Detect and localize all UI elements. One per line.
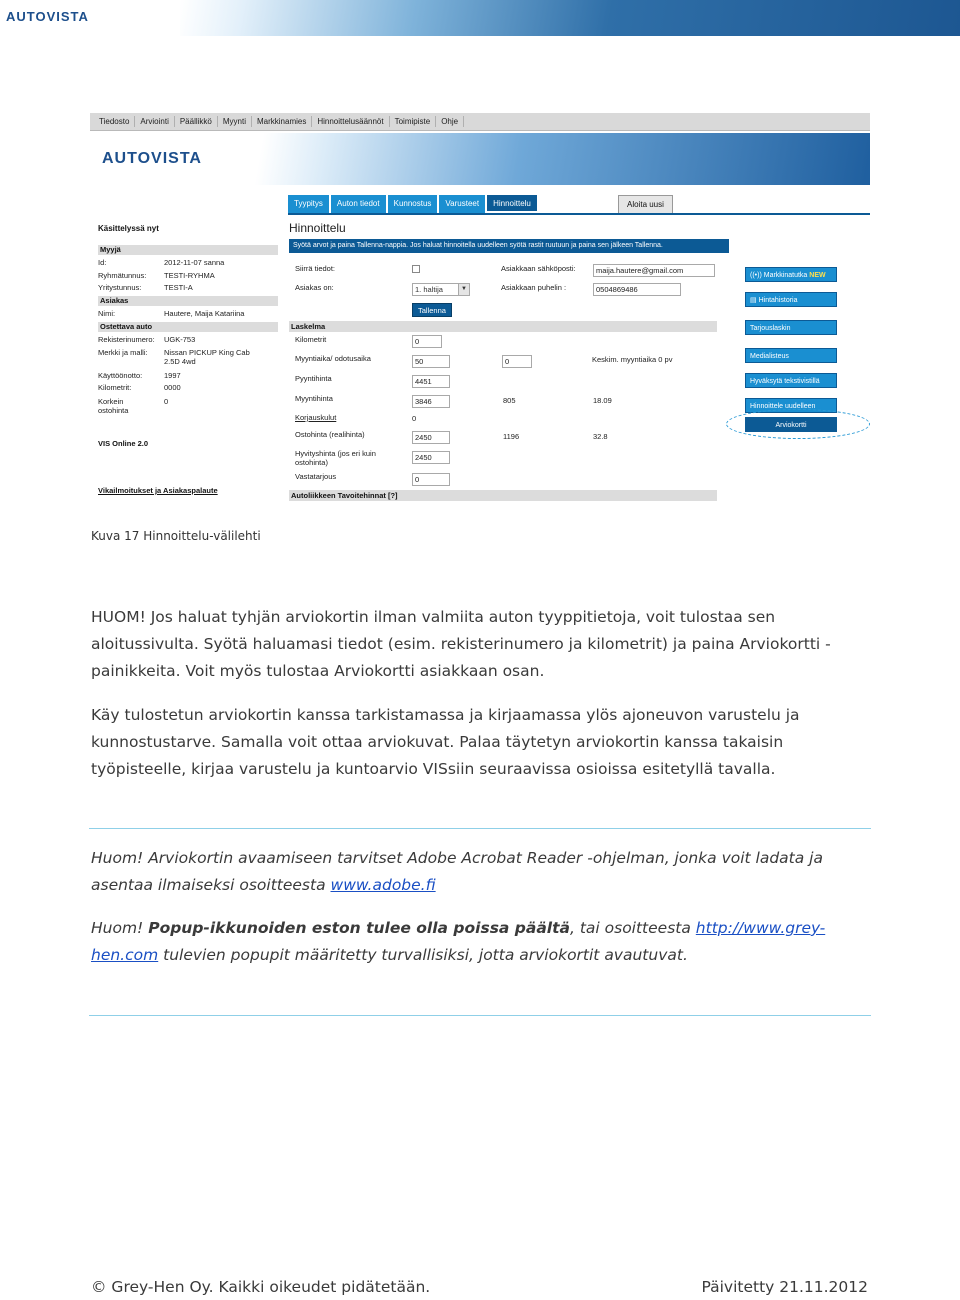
sidebar-row-km: Kilometrit: 0000 [98, 383, 181, 392]
paragraph-2: Käy tulostetun arviokortin kanssa tarkistamassa ja kirjaamassa ylös ajoneuvon varustelu ja kunnostustarve. Samalla voit ottaa arviokuvat. Palaa täytetyn arviokortin kanssa takaisin työpisteelle, kirjaa varustelu ja kuntoarvio VISsiin seuraavissa osioissa esitetyllä tavalla. [91, 706, 800, 778]
vastatarjous-field[interactable]: 0 [412, 473, 450, 486]
menu-item-markkinamies[interactable]: Markkinamies [252, 116, 312, 127]
siirra-label: Siirrä tiedot: [295, 264, 336, 273]
highlight-ring [726, 409, 870, 439]
hyvityshinta-label: Hyvityshinta (jos eri kuin ostohinta) [295, 449, 376, 467]
menu-item-myynti[interactable]: Myynti [218, 116, 252, 127]
paragraph-1: HUOM! Jos haluat tyhjän arviokortin ilman valmiita auton tyyppitietoja, voit tulostaa sen aloitussivulta. Syötä haluamasi tiedot (esim. rekisterinumero ja kilometrit) ja paina Arviokortti - painikkeita. Voit myös tulostaa Arviokortti asiakkaan osan. [91, 608, 831, 680]
tab-bar [288, 195, 539, 213]
ostohinta-label: Ostohinta (realihinta) [295, 430, 365, 439]
vastatarjous-label: Vastatarjous [295, 472, 337, 481]
korjauskulut-link[interactable]: Korjauskulut [295, 413, 337, 422]
sidebar-row-nimi: Nimi: Hautere, Maija Katariina [98, 309, 245, 318]
grey-hen-link[interactable]: http://www.grey-hen.com [91, 919, 826, 964]
new-badge: NEW [809, 272, 826, 279]
korjauskulut-value: 0 [412, 414, 417, 423]
phone-label: Asiakkaan puhelin : [501, 283, 567, 292]
sidebar-row-rekno: Rekisterinumero: UGK-753 [98, 335, 196, 344]
siirra-checkbox[interactable] [412, 265, 420, 273]
sidebar-version: VIS Online 2.0 [98, 439, 149, 448]
hyvityshinta-field[interactable]: 2450 [412, 451, 450, 464]
footer-updated: Päivitetty 21.11.2012 [701, 1278, 868, 1296]
tab-tyypitys[interactable]: Tyypitys [288, 195, 329, 213]
ostohinta-diff: 1196 [503, 432, 520, 441]
adobe-link[interactable]: www.adobe.fi [330, 876, 436, 894]
chevron-down-icon: ▼ [458, 284, 469, 295]
menu-item-arviointi[interactable]: Arviointi [135, 116, 174, 127]
tarjouslaskin-button[interactable]: Tarjouslaskin [745, 320, 837, 335]
tab-hinnoittelu[interactable]: Hinnoittelu [487, 195, 537, 213]
myyntiaika-field[interactable]: 50 [412, 355, 450, 368]
ostohinta-percent: 32.8 [593, 432, 608, 441]
pyyntihinta-field[interactable]: 4451 [412, 375, 450, 388]
app-screenshot [90, 113, 870, 508]
signal-icon: ((•)) [750, 272, 762, 279]
document-header [0, 0, 960, 36]
menu-item-tiedosto[interactable]: Tiedosto [94, 116, 135, 127]
menu-item-toimipiste[interactable]: Toimipiste [390, 116, 437, 127]
instruction-bar: Syötä arvot ja paina Tallenna-nappia. Jos haluat hinnoitella uudelleen syötä rastit ruutuun ja paina sen jälkeen Tallenna. [289, 239, 729, 253]
menu-item-paallikko[interactable]: Päällikkö [175, 116, 218, 127]
figure-caption: Kuva 17 Hinnoittelu-välilehti [91, 529, 261, 543]
sidebar-row-merkki: Merkki ja malli: Nissan PICKUP King Cab 2.5D 4wd [98, 348, 250, 366]
divider-bottom [89, 1015, 871, 1016]
note-adobe: Huom! Arviokortin avaamiseen tarvitset Adobe Acrobat Reader -ohjelman, jonka voit ladata ja asentaa ilmaiseksi osoitteesta www.adobe.fi [91, 849, 823, 894]
markkinatutka-button[interactable]: ((•)) Markkinatutka NEW [745, 267, 837, 282]
laskelma-header: Laskelma [289, 321, 717, 332]
menu-item-hinnoittelusaannot[interactable]: Hinnoittelusäännöt [312, 116, 389, 127]
myyntihinta-percent: 18.09 [593, 396, 612, 405]
pyyntihinta-label: Pyyntihinta [295, 374, 332, 383]
arviokortti-button[interactable]: Arviokortti [745, 417, 837, 432]
divider-top [89, 828, 871, 829]
asiakas-on-select[interactable]: 1. haltija ▼ [412, 283, 470, 296]
autovista-logo: AUTOVISTA [6, 9, 89, 24]
email-label: Asiakkaan sähköposti: [501, 264, 576, 273]
sidebar-row-korkein: Korkein ostohinta0 [98, 397, 169, 415]
myyntihinta-diff: 805 [503, 396, 516, 405]
chart-icon: ▤ [750, 297, 757, 304]
phone-field[interactable]: 0504869486 [593, 283, 681, 296]
sidebar-head-myyja: Myyjä [98, 245, 278, 255]
sidebar-row-id: Id: 2012-11-07 sanna [98, 258, 225, 267]
email-field[interactable]: maija.hautere@gmail.com [593, 264, 715, 277]
tab-underline [288, 213, 870, 215]
autoliikkeen-header: Autoliikkeen Tavoitehinnat [?] [289, 490, 717, 501]
header-band [180, 0, 960, 36]
app-logo: AUTOVISTA [102, 150, 202, 167]
kilometrit-label: Kilometrit [295, 335, 327, 344]
sidebar-row-yritys: Yritystunnus: TESTI-A [98, 283, 193, 292]
kilometrit-field[interactable]: 0 [412, 335, 442, 348]
medialisteus-button[interactable]: Medialisteus [745, 348, 837, 363]
feedback-link[interactable]: Vikailmoitukset ja Asiakaspalaute [98, 486, 218, 495]
hintahistoria-button[interactable]: ▤ Hintahistoria [745, 292, 837, 307]
page-title: Hinnoittelu [289, 221, 346, 235]
tab-auton-tiedot[interactable]: Auton tiedot [331, 195, 386, 213]
save-button[interactable]: Tallenna [412, 303, 452, 317]
footer-copyright: © Grey-Hen Oy. Kaikki oikeudet pidätetään. [91, 1278, 431, 1296]
ostohinta-field[interactable]: 2450 [412, 431, 450, 444]
myyntiaika-label: Myyntiaika/ odotusaika [295, 354, 371, 363]
myyntihinta-field[interactable]: 3846 [412, 395, 450, 408]
app-banner [90, 133, 870, 185]
hyvaksyta-button[interactable]: Hyväksytä tekstivistillä [745, 373, 837, 388]
sidebar-head-ostettava: Ostettava auto [98, 322, 278, 332]
menu-bar [90, 113, 870, 131]
sidebar-title: Käsittelyssä nyt [98, 224, 159, 233]
note-popup: Huom! Popup-ikkunoiden eston tulee olla poissa päältä, tai osoitteesta http://www.grey-hen.com tulevien popupit määritetty turvallisiksi, jotta arviokortit avautuvat. [91, 919, 826, 964]
menu-item-ohje[interactable]: Ohje [436, 116, 464, 127]
tab-kunnostus[interactable]: Kunnostus [388, 195, 438, 213]
keskim-myyntiaika: Keskim. myyntiaika 0 pv [592, 355, 673, 364]
hinnoittele-uudelleen-button[interactable]: Hinnoittele uudelleen [745, 398, 837, 413]
restart-button[interactable]: Aloita uusi [618, 195, 673, 214]
myyntihinta-label: Myyntihinta [295, 394, 333, 403]
sidebar-row-kaytto: Käyttöönotto: 1997 [98, 371, 181, 380]
tab-varusteet[interactable]: Varusteet [439, 195, 485, 213]
sidebar-head-asiakas: Asiakas [98, 296, 278, 306]
odotusaika-field[interactable]: 0 [502, 355, 532, 368]
sidebar-row-ryhma: Ryhmätunnus: TESTI-RYHMA [98, 271, 215, 280]
asiakas-on-label: Asiakas on: [295, 283, 334, 292]
